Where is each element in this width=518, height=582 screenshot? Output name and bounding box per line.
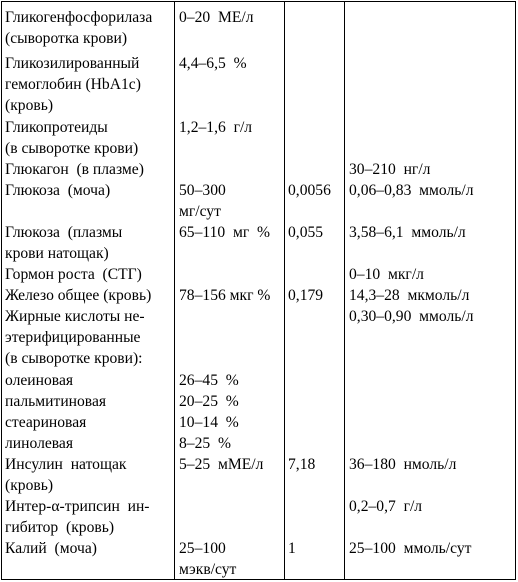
normal-range: 20–25 % — [179, 393, 239, 410]
analyte-name: линолевая — [5, 435, 74, 452]
conversion-factor: 1 — [288, 540, 296, 557]
si-value: 30–210 нг/л — [349, 161, 431, 178]
si-value: 0,2–0,7 г/л — [349, 498, 423, 515]
normal-range: 10–14 % — [179, 414, 239, 431]
reference-values-table — [1, 1, 516, 580]
analyte-name: Гормон роста (СТГ) — [5, 266, 142, 283]
si-value: 0,06–0,83 ммоль/л — [349, 182, 474, 199]
analyte-name: Инсулин натощак (кровь) — [5, 456, 127, 494]
analyte-name: пальмитиновая — [5, 393, 107, 410]
column-divider — [284, 2, 285, 579]
analyte-name: Глюкагон (в плазме) — [5, 161, 144, 178]
normal-range: 50–300 мг/сут — [179, 182, 226, 220]
column-divider — [174, 2, 175, 579]
si-value: 25–100 ммоль/сут — [349, 540, 472, 557]
analyte-name: Гликопротеиды (в сыворотке крови) — [5, 119, 139, 157]
column-divider — [344, 2, 345, 579]
analyte-name: Железо общее (кровь) — [5, 287, 152, 304]
conversion-factor: 7,18 — [288, 456, 316, 473]
conversion-factor: 0,179 — [288, 287, 324, 304]
normal-range: 78–156 мкг % — [179, 287, 271, 304]
analyte-name: Гликозилированный гемоглобин (HbA1c) (кровь) — [5, 55, 141, 114]
analyte-name: олеиновая — [5, 372, 74, 389]
si-value: 0–10 мкг/л — [349, 266, 424, 283]
analyte-name: Калий (моча) — [5, 540, 97, 557]
normal-range: 26–45 % — [179, 372, 239, 389]
analyte-name: Глюкоза (моча) — [5, 182, 111, 199]
si-value: 14,3–28 мкмоль/л — [349, 287, 470, 304]
analyte-name: Интер-α-трипсин ин- гибитор (кровь) — [5, 498, 150, 536]
analyte-name: Жирные кислоты не- этерифицированные (в сыворотке крови): — [5, 308, 145, 367]
normal-range: 25–100 мэкв/сут — [179, 540, 237, 578]
normal-range: 65–110 мг % — [179, 224, 271, 241]
si-value: 0,30–0,90 ммоль/л — [349, 308, 474, 325]
normal-range: 0–20 МЕ/л — [179, 9, 254, 26]
conversion-factor: 0,055 — [288, 224, 324, 241]
normal-range: 1,2–1,6 г/л — [179, 119, 253, 136]
normal-range: 8–25 % — [179, 435, 231, 452]
analyte-name: Гликогенфосфорилаза (сыворотка крови) — [5, 9, 153, 47]
si-value: 36–180 нмоль/л — [349, 456, 457, 473]
normal-range: 5–25 мМЕ/л — [179, 456, 264, 473]
si-value: 3,58–6,1 ммоль/л — [349, 224, 466, 241]
normal-range: 4,4–6,5 % — [179, 55, 247, 72]
analyte-name: Глюкоза (плазмы крови натощак) — [5, 224, 123, 262]
conversion-factor: 0,0056 — [288, 182, 331, 199]
analyte-name: стеариновая — [5, 414, 87, 431]
